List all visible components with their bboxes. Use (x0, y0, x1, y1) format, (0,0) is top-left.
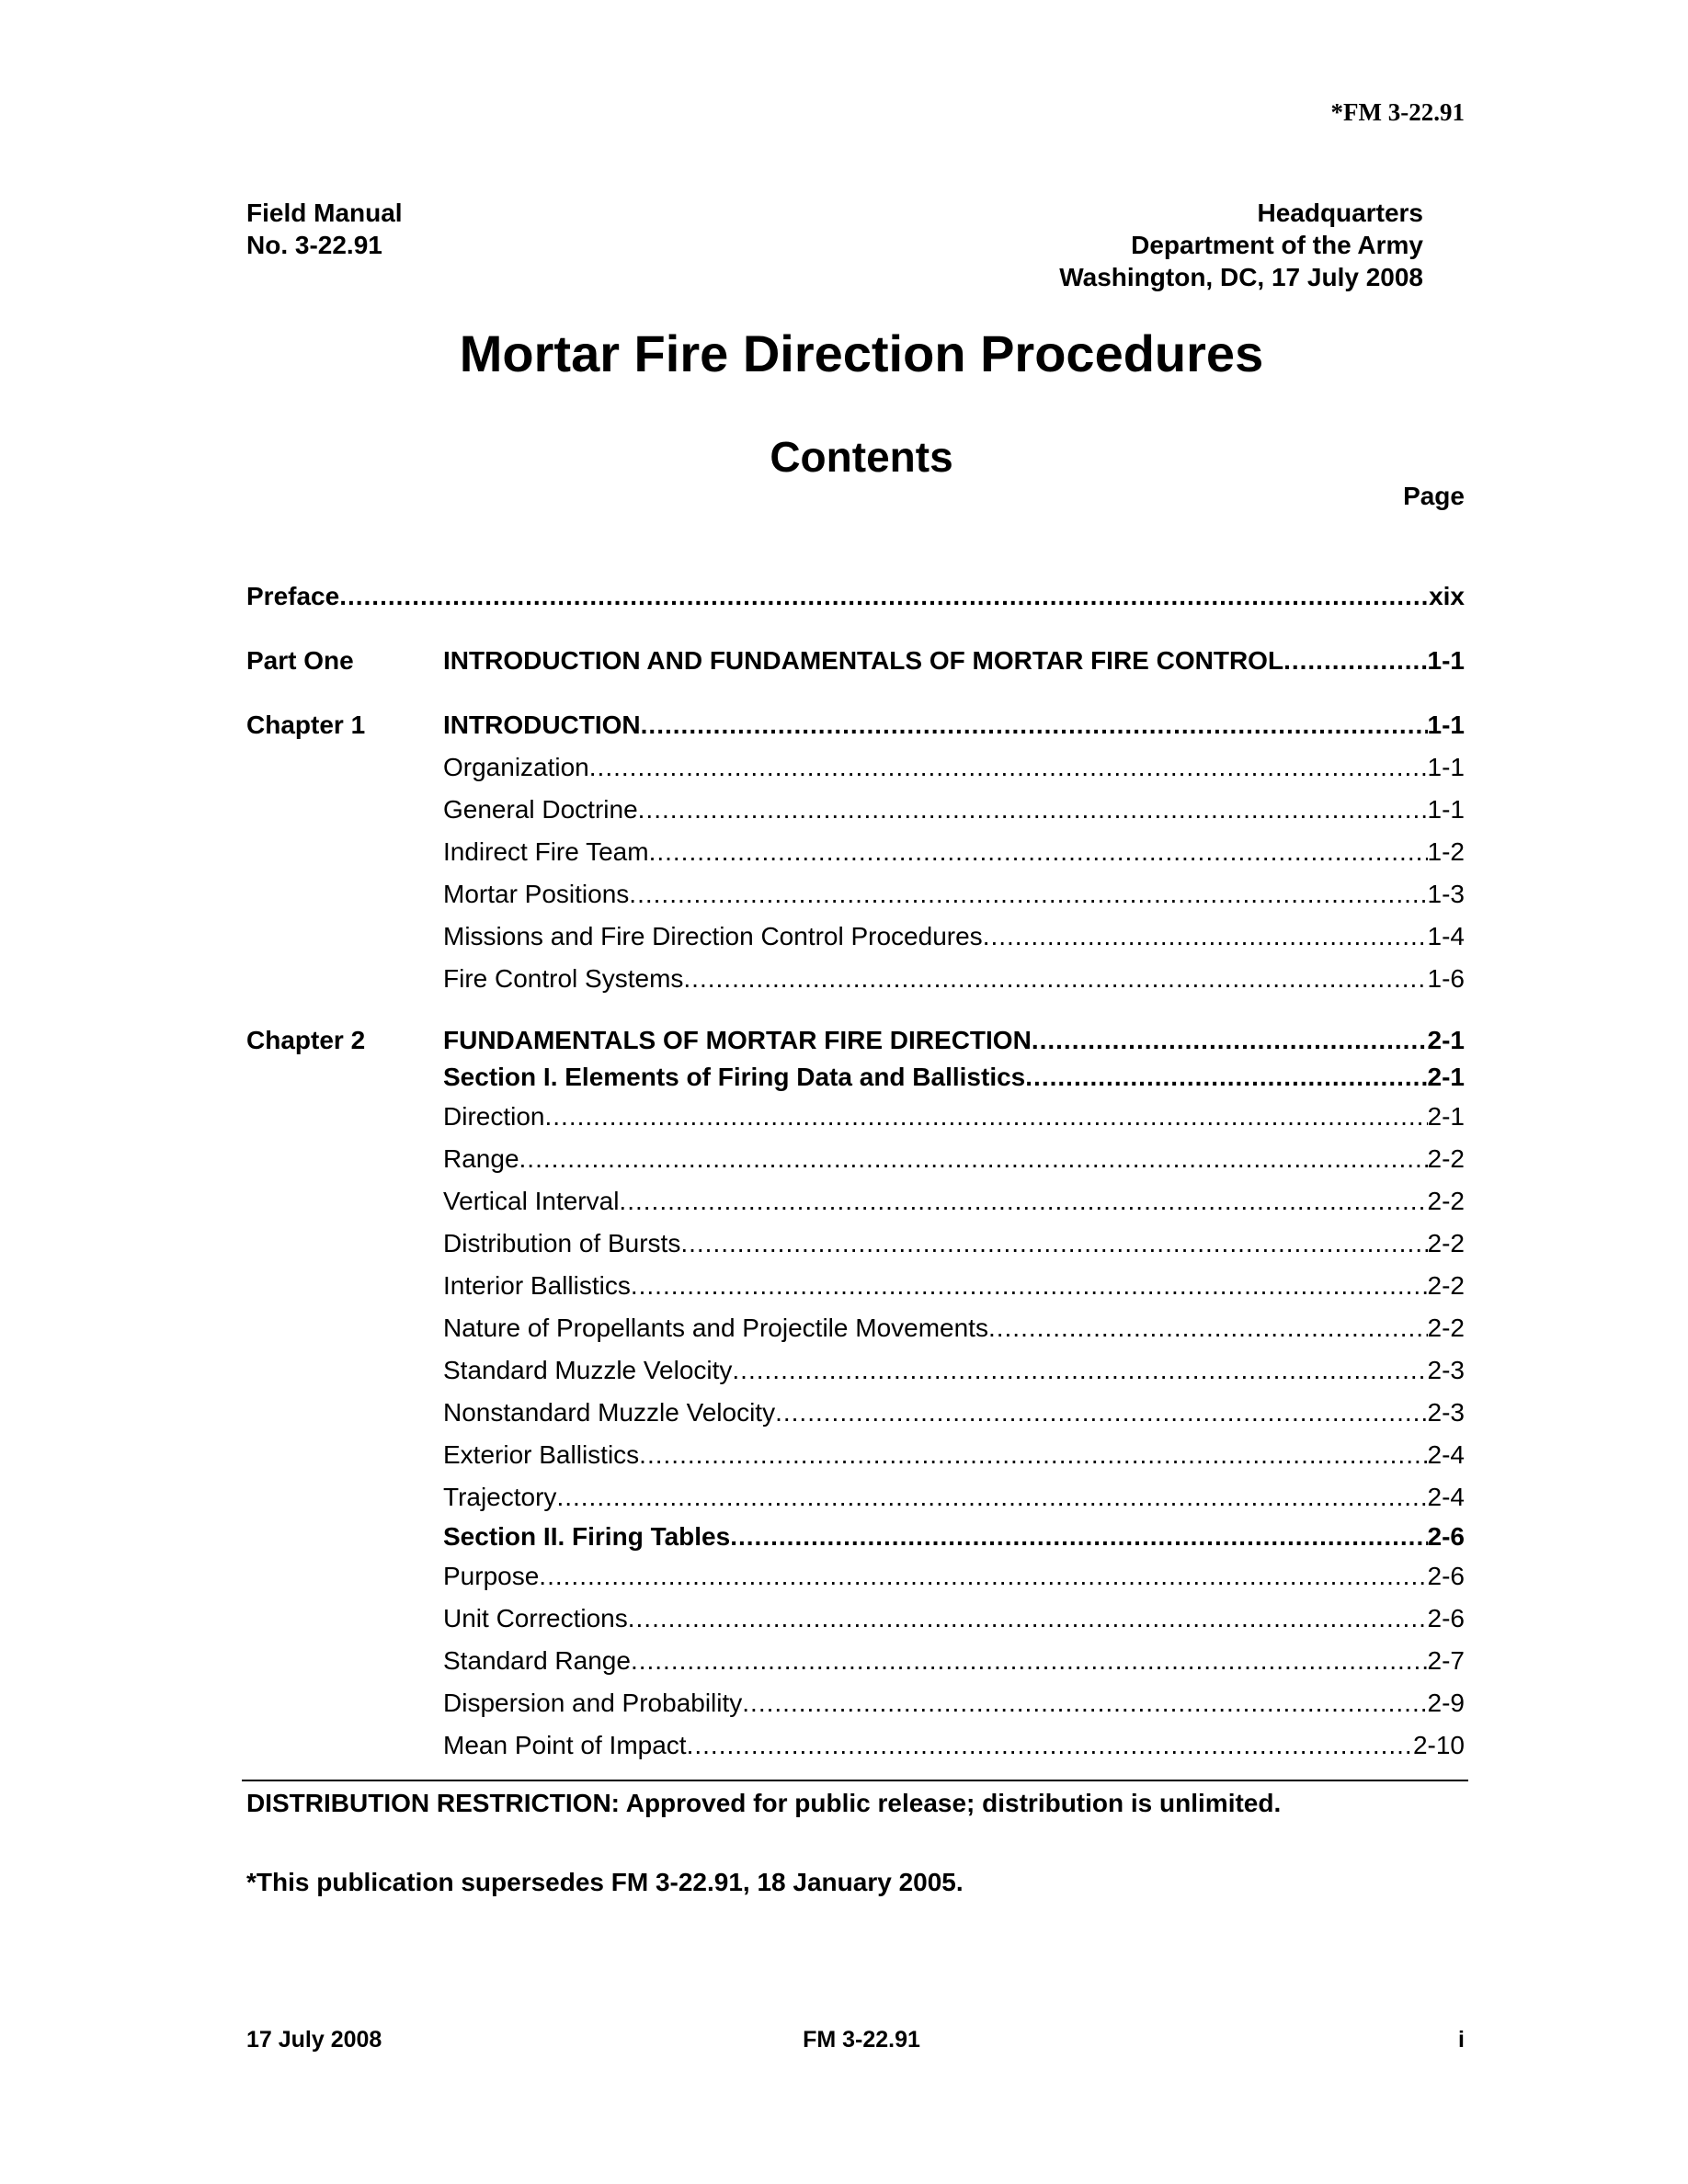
toc-entry[interactable] (246, 1392, 1465, 1434)
toc-entry-title: Distribution of Bursts (443, 1229, 681, 1257)
page-column-label: Page (1403, 482, 1465, 510)
toc-entry-title: Organization (443, 753, 589, 781)
toc-chapter-1[interactable] (246, 704, 1465, 746)
toc-entry[interactable] (246, 1640, 1465, 1682)
section-1-entries (246, 1096, 1465, 1519)
toc-leader (556, 1483, 1427, 1512)
toc-entry[interactable] (246, 1265, 1465, 1307)
toc-entry[interactable] (246, 1682, 1465, 1724)
toc-leader (683, 964, 1427, 994)
toc-entry-title: Nonstandard Muzzle Velocity (443, 1398, 776, 1427)
toc-leader (983, 922, 1428, 951)
toc-entry-page: 2-2 (1427, 1314, 1465, 1342)
toc-entry[interactable] (246, 1349, 1465, 1392)
toc-leader (639, 1440, 1427, 1470)
toc-part-one[interactable] (246, 640, 1465, 682)
toc-leader (742, 1689, 1427, 1718)
toc-entry-page: 1-1 (1427, 753, 1465, 781)
toc-entry-title: Direction (443, 1102, 545, 1131)
document-id-top: *FM 3-22.91 (1330, 98, 1465, 126)
toc-leader (730, 1522, 1427, 1552)
toc-entry[interactable] (246, 1598, 1465, 1640)
toc-leader (641, 711, 1428, 740)
toc-leader (775, 1398, 1427, 1428)
toc-entry-page: 1-4 (1427, 922, 1465, 950)
toc-entry-title: Section II. Firing Tables (443, 1522, 731, 1551)
toc-leader (631, 1271, 1428, 1301)
toc-entry-page: 2-6 (1427, 1562, 1465, 1590)
header-location-date: Washington, DC, 17 July 2008 (1059, 263, 1423, 291)
toc-entry-title: Unit Corrections (443, 1604, 628, 1632)
toc-chapter-label: Chapter 2 (246, 1026, 366, 1054)
toc-entry-title: Trajectory (443, 1483, 557, 1511)
toc-entry-title: INTRODUCTION AND FUNDAMENTALS OF MORTAR FIRE CONTROL (443, 646, 1284, 675)
toc-leader (629, 880, 1427, 909)
toc-entry-page: 2-10 (1412, 1731, 1465, 1759)
toc-entry-title: Section I. Elements of Firing Data and Ballistics (443, 1063, 1026, 1091)
toc-leader (339, 582, 1429, 611)
toc-leader (1025, 1063, 1427, 1092)
toc-entry-page: 2-4 (1427, 1440, 1465, 1469)
toc-leader (544, 1102, 1427, 1132)
toc-entry[interactable] (246, 831, 1465, 873)
toc-entry-page: 2-1 (1427, 1026, 1465, 1054)
toc-chapter-label: Chapter 1 (246, 711, 366, 739)
toc-entry-title: Standard Muzzle Velocity (443, 1356, 733, 1384)
toc-entry[interactable] (246, 873, 1465, 916)
toc-entry-title: Preface (246, 582, 340, 610)
toc-entry-title: Mean Point of Impact (443, 1731, 687, 1759)
toc-entry-title: Standard Range (443, 1646, 631, 1675)
toc-leader (589, 753, 1428, 782)
toc-entry-title: INTRODUCTION (443, 711, 641, 739)
footer-date: 17 July 2008 (246, 2027, 382, 2053)
toc-entry[interactable] (246, 1724, 1465, 1767)
toc-leader (687, 1731, 1413, 1760)
toc-entry-page: 2-9 (1427, 1689, 1465, 1717)
toc-entry[interactable] (246, 746, 1465, 789)
toc-preface[interactable] (246, 575, 1465, 618)
toc-entry-title: Nature of Propellants and Projectile Movements (443, 1314, 988, 1342)
header-headquarters: Headquarters (1257, 199, 1423, 227)
toc-leader (519, 1144, 1428, 1174)
toc-entry-title: Mortar Positions (443, 880, 630, 908)
toc-entry-page: xix (1429, 582, 1465, 610)
toc-entry[interactable] (246, 916, 1465, 958)
toc-entry-page: 2-6 (1427, 1604, 1465, 1632)
toc-entry-page: 1-1 (1427, 711, 1465, 739)
divider-rule (242, 1780, 1468, 1781)
chapter-1-entries (246, 746, 1465, 1000)
toc-entry-page: 2-7 (1427, 1646, 1465, 1675)
toc-leader (619, 1187, 1427, 1216)
toc-entry-page: 2-1 (1427, 1102, 1465, 1131)
toc-entry-title: Fire Control Systems (443, 964, 684, 993)
toc-entry-title: Vertical Interval (443, 1187, 620, 1215)
toc-entry-page: 2-2 (1427, 1271, 1465, 1300)
toc-entry-page: 2-4 (1427, 1483, 1465, 1511)
toc-entry[interactable] (246, 1307, 1465, 1349)
section-2-entries (246, 1555, 1465, 1767)
toc-entry-page: 1-1 (1427, 646, 1465, 675)
toc-entry[interactable] (246, 1096, 1465, 1138)
toc-entry[interactable] (246, 1476, 1465, 1519)
toc-entry[interactable] (246, 789, 1465, 831)
toc-entry-title: Purpose (443, 1562, 540, 1590)
header-manual-number: No. 3-22.91 (246, 231, 382, 259)
toc-entry-page: 2-6 (1427, 1522, 1465, 1551)
toc-entry-page: 1-2 (1427, 837, 1465, 866)
toc-entry-title: General Doctrine (443, 795, 638, 824)
distribution-restriction: DISTRIBUTION RESTRICTION: Approved for public release; distribution is unlimited. (246, 1789, 1282, 1817)
toc-part-label: Part One (246, 646, 354, 675)
header-field-manual: Field Manual (246, 199, 403, 227)
supersedes-note: *This publication supersedes FM 3-22.91, 18 January 2005. (246, 1868, 964, 1896)
toc-leader (1283, 646, 1427, 676)
toc-entry[interactable] (246, 958, 1465, 1000)
document-title: Mortar Fire Direction Procedures (459, 324, 1264, 382)
toc-section-2[interactable] (246, 1519, 1465, 1555)
toc-leader (680, 1229, 1427, 1258)
footer-document-id: FM 3-22.91 (803, 2027, 920, 2053)
toc-entry[interactable] (246, 1180, 1465, 1223)
toc-entry-page: 2-2 (1427, 1187, 1465, 1215)
toc-entry[interactable] (246, 1434, 1465, 1476)
toc-leader (638, 795, 1428, 825)
header-right (1059, 197, 1423, 293)
contents-heading: Contents (770, 433, 953, 481)
toc-entry[interactable] (246, 1223, 1465, 1265)
header-left (246, 197, 403, 261)
toc-entry[interactable] (246, 1555, 1465, 1598)
toc-entry-title: FUNDAMENTALS OF MORTAR FIRE DIRECTION (443, 1026, 1032, 1054)
toc-leader (1032, 1026, 1428, 1055)
toc-chapter-2[interactable] (246, 1022, 1465, 1059)
header-department: Department of the Army (1131, 231, 1423, 259)
toc-entry-title: Exterior Ballistics (443, 1440, 640, 1469)
toc-entry[interactable] (246, 1138, 1465, 1180)
toc-entry-title: Interior Ballistics (443, 1271, 631, 1300)
toc-entry-title: Indirect Fire Team (443, 837, 649, 866)
toc-leader (539, 1562, 1427, 1591)
toc-entry-page: 1-6 (1427, 964, 1465, 993)
toc-entry-title: Missions and Fire Direction Control Procedures (443, 922, 983, 950)
table-of-contents (246, 575, 1465, 1767)
toc-leader (649, 837, 1428, 867)
toc-entry-page: 2-2 (1427, 1144, 1465, 1173)
toc-section-1[interactable] (246, 1059, 1465, 1096)
toc-entry-page: 2-1 (1427, 1063, 1465, 1091)
toc-entry-page: 2-3 (1427, 1398, 1465, 1427)
toc-leader (631, 1646, 1428, 1676)
footer-page-number: i (1458, 2027, 1465, 2053)
toc-entry-page: 2-2 (1427, 1229, 1465, 1257)
toc-entry-page: 2-3 (1427, 1356, 1465, 1384)
toc-leader (628, 1604, 1428, 1633)
toc-entry-page: 1-1 (1427, 795, 1465, 824)
toc-leader (988, 1314, 1428, 1343)
toc-leader (732, 1356, 1427, 1385)
toc-entry-title: Dispersion and Probability (443, 1689, 743, 1717)
toc-entry-title: Range (443, 1144, 519, 1173)
toc-entry-page: 1-3 (1427, 880, 1465, 908)
